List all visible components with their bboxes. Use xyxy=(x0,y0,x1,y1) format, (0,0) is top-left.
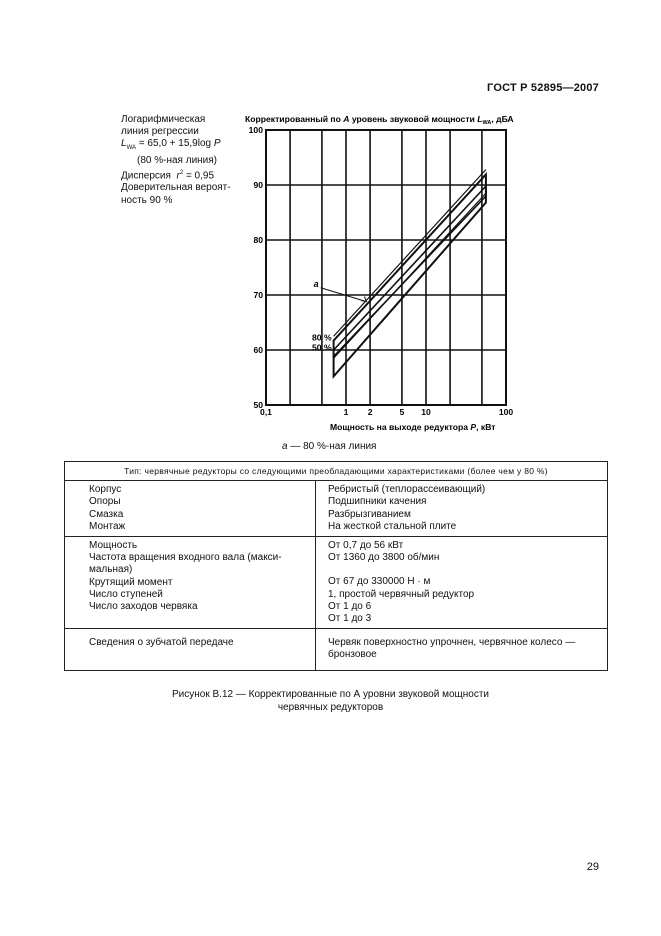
row1-right: Ребристый (теплорассеивающий) Подшипники качения Разбрызгиванием На жесткой стальной плите xyxy=(316,481,608,537)
page-number: 29 xyxy=(586,861,599,873)
specification-table xyxy=(64,461,608,671)
legend-equation: $L_{WA} = 65,0 + 15,9\log$ P xyxy=(121,138,221,152)
legend-line-1: Логарифмическая xyxy=(121,114,206,125)
band-label-80: 80 % xyxy=(312,332,332,343)
x-tick-label: 1 xyxy=(343,407,349,417)
table-row xyxy=(65,481,608,537)
legend-dispersion: Дисперсия $r^2 = 0,95$ xyxy=(121,169,215,182)
table-row xyxy=(65,629,608,670)
annotation-a: a xyxy=(313,278,319,289)
sound-power-chart xyxy=(230,108,560,438)
band-label-50: 50 % xyxy=(312,342,332,353)
row2-left: Мощность Частота вращения входного вала (макси-мальная) Крутящий момент Число ступеней Число заходов червяка xyxy=(65,537,316,629)
y-tick-label: 60 xyxy=(253,345,263,355)
legend-line-6: Доверительная вероят- xyxy=(121,182,231,194)
legend-line-7: ность 90 % xyxy=(121,194,173,206)
table-header: Тип: червячные редукторы со следующими преобладающими характеристиками (более чем у 80 %) xyxy=(65,462,608,481)
legend-line-4: (80 %-ная линия) xyxy=(137,154,218,166)
x-tick-label: 0,1 xyxy=(260,407,272,417)
line-80-percent xyxy=(334,170,486,337)
row3-left: Сведения о зубчатой передаче xyxy=(65,629,316,670)
x-tick-label: 2 xyxy=(367,407,373,417)
y-tick-label: 50 xyxy=(253,400,263,410)
x-axis-label: Мощность на выходе редуктора P, кВт xyxy=(330,422,496,432)
plot-frame xyxy=(266,130,506,405)
legend-line-2: линия регрессии xyxy=(121,126,199,138)
line-50-percent xyxy=(334,193,486,358)
chart-title: Корректированный по A уровень звуковой мощности $L_{WA}$, дБА xyxy=(245,114,514,126)
figure-caption: Рисунок В.12 — Корректированные по А уровни звуковой мощности червячных редукторов xyxy=(172,689,489,713)
row1-left: Корпус Опоры Смазка Монтаж xyxy=(65,481,316,537)
y-tick-label: 100 xyxy=(248,125,263,135)
x-tick-label: 10 xyxy=(421,407,431,417)
y-tick-label: 80 xyxy=(253,235,263,245)
y-tick-label: 70 xyxy=(253,290,263,300)
row3-right: Червяк поверхностно упрочнен, червячное колесо — бронзовое xyxy=(316,629,608,670)
x-tick-label: 5 xyxy=(399,407,405,417)
caption-a: а — 80 %-ная линия xyxy=(282,441,377,452)
standard-number: ГОСТ Р 52895—2007 xyxy=(487,82,599,94)
y-tick-label: 90 xyxy=(253,180,263,190)
row2-right: От 0,7 до 56 кВт От 1360 до 3800 об/мин От 67 до 330000 Н · м 1, простой червячный редуктор От 1 до 6 От 1 до 3 xyxy=(316,537,608,629)
x-tick-label: 100 xyxy=(498,407,514,417)
table-row xyxy=(65,537,608,629)
